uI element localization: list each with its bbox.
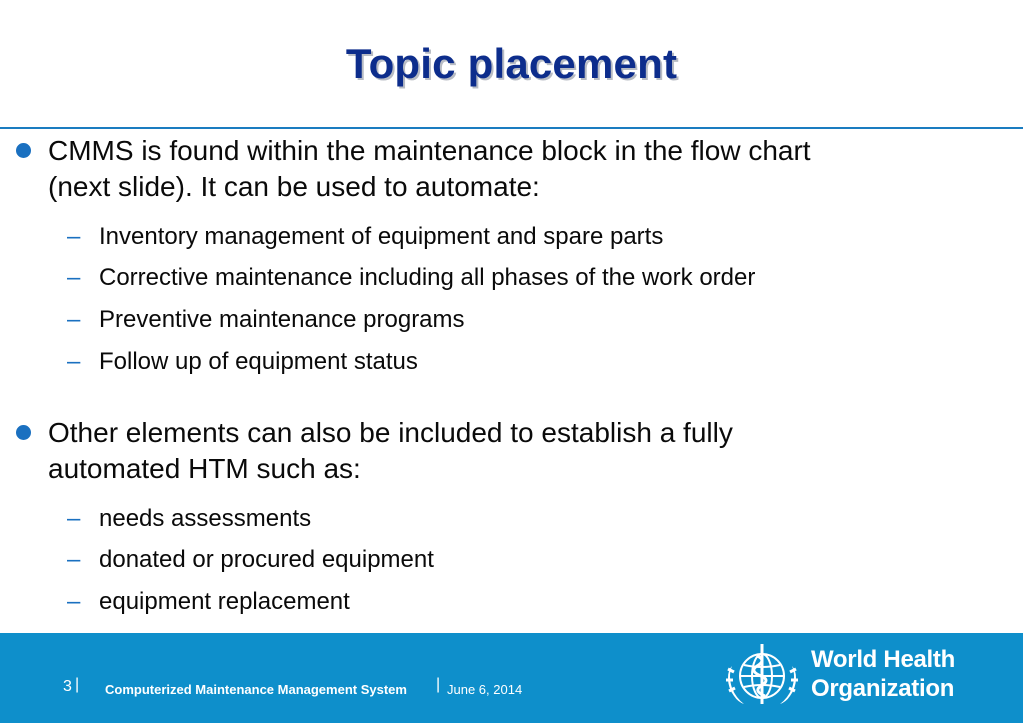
bullet-text-line: automated HTM such as:	[48, 453, 361, 484]
dash-icon: –	[67, 588, 81, 615]
dash-icon: –	[67, 348, 81, 375]
bullet-text-line: Other elements can also be included to establish a fully	[48, 417, 733, 448]
dash-icon: –	[67, 223, 81, 250]
sub-item	[67, 222, 999, 252]
dash-icon: –	[67, 505, 81, 532]
sub-item	[67, 305, 999, 335]
dash-icon: –	[67, 546, 81, 573]
dash-icon: –	[67, 264, 81, 291]
title-divider	[0, 127, 1023, 129]
sub-item-text: Inventory management of equipment and spare parts	[99, 223, 664, 250]
sub-item-text: donated or procured equipment	[99, 546, 434, 573]
sub-item-text: Follow up of equipment status	[99, 348, 418, 375]
sub-item-text: Corrective maintenance including all phases of the work order	[99, 264, 756, 291]
sub-item	[67, 587, 999, 617]
bullet-item-1	[48, 133, 1008, 205]
sub-item-text: Preventive maintenance programs	[99, 306, 465, 333]
sub-item	[67, 545, 999, 575]
presentation-title: Computerized Maintenance Management System	[105, 682, 407, 697]
bullet-text-line: CMMS is found within the maintenance block in the flow chart	[48, 135, 811, 166]
sub-item-text: needs assessments	[99, 505, 312, 532]
sub-item	[67, 263, 999, 293]
sub-item	[67, 347, 999, 377]
who-name-line2: Organization	[811, 675, 955, 702]
slide-title: Topic placement	[345, 40, 678, 87]
who-emblem-icon	[720, 636, 804, 720]
footer-separator: |	[75, 676, 80, 693]
presentation-date: June 6, 2014	[447, 682, 523, 697]
sub-item	[67, 504, 999, 534]
bullet-text-line: (next slide). It can be used to automate:	[48, 171, 540, 202]
who-name-line1: World Health	[811, 646, 955, 673]
sub-item-text: equipment replacement	[99, 588, 350, 615]
bullet-item-2	[48, 415, 1008, 487]
dash-icon: –	[67, 306, 81, 333]
page-number: 3	[63, 678, 72, 695]
footer-separator: |	[436, 676, 441, 693]
bullet-dot-icon	[16, 143, 31, 158]
bullet-dot-icon	[16, 425, 31, 440]
